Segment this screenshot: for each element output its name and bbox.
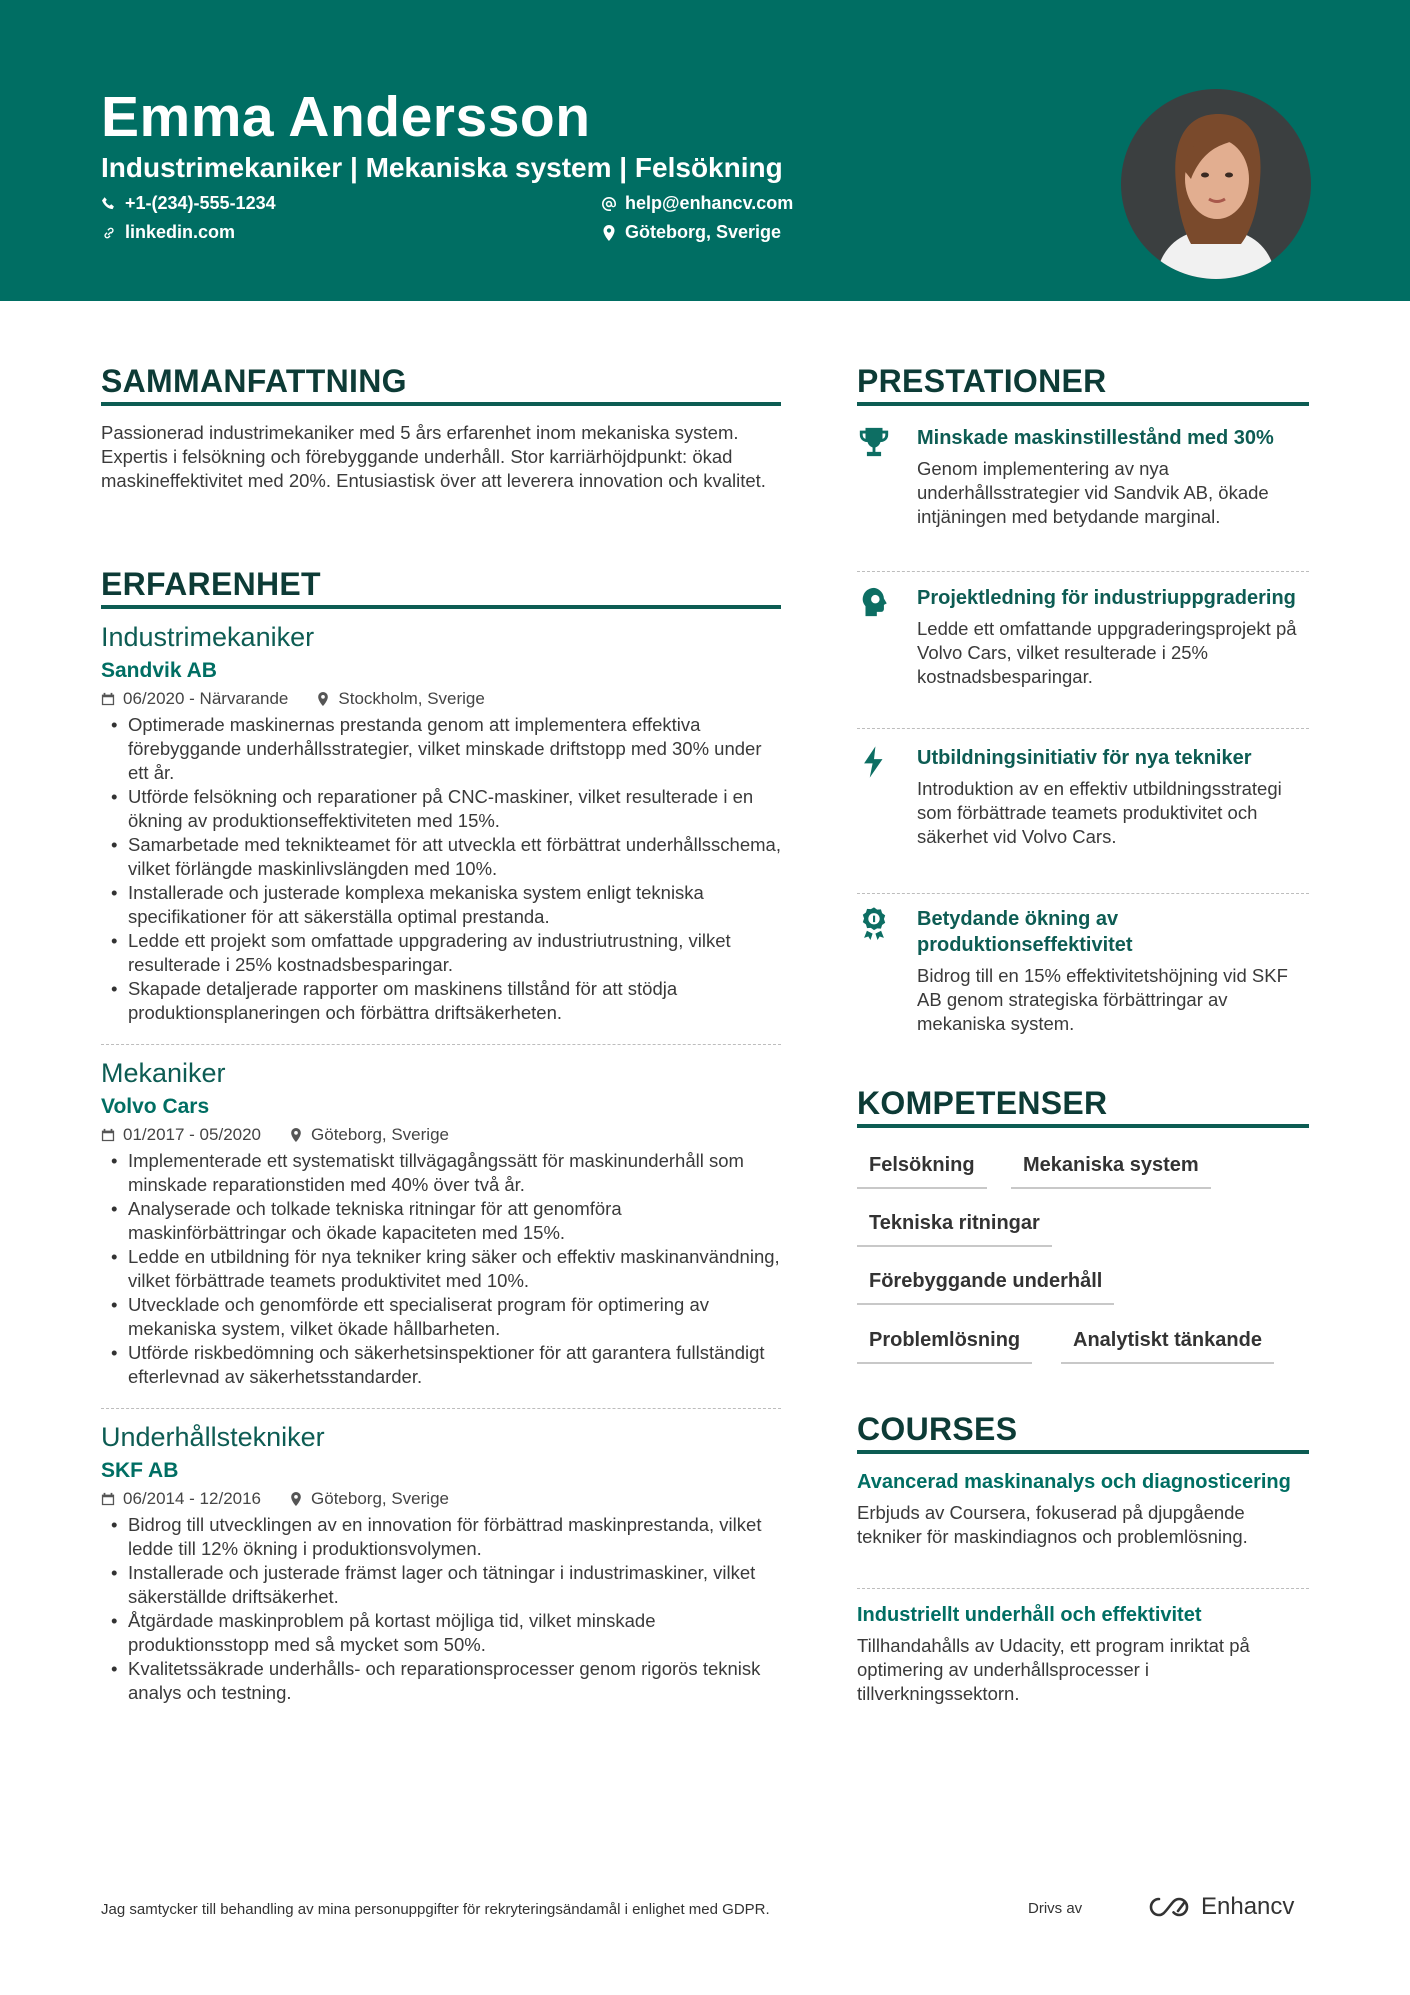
- calendar-icon: [101, 692, 115, 706]
- experience-rule: [101, 605, 781, 609]
- job-bullets: [101, 713, 781, 1025]
- job-bullet: • Bidrog till utvecklingen av en innovation för förbättrad maskinprestanda, vilket ledde till 12% ökning i produktionsvolymen.: [101, 1513, 781, 1561]
- summary-heading: SAMMANFATTNING: [101, 363, 407, 399]
- job-bullet: • Ledde ett projekt som omfattade uppgradering av industriutrustning, vilket resulterade i 25% kostnadsbesparingar.: [101, 929, 781, 977]
- job-divider: [101, 1408, 781, 1409]
- job-bullet: • Utförde riskbedömning och säkerhetsinspektioner för att garantera fullständigt efterlevnad av säkerhetsstandarder.: [101, 1341, 781, 1389]
- skill-tag: Problemlösning: [857, 1329, 1032, 1364]
- achievement-title: Betydande ökning av produktionseffektivitet: [917, 908, 1133, 956]
- job-bullet: • Samarbetade med teknikteamet för att utveckla ett förbättrat underhållsschema, vilket förlängde maskinlivslängden med 10%.: [101, 833, 781, 881]
- skill-tag: Mekaniska system: [1011, 1154, 1211, 1189]
- achievements-rule: [857, 402, 1309, 406]
- job-bullet: • Kvalitetssäkrade underhålls- och reparationsprocesser genom rigorös teknisk analys och testning.: [101, 1657, 781, 1705]
- enhancv-logo[interactable]: [1147, 1893, 1294, 1921]
- course-title: Industriellt underhåll och effektivitet: [857, 1604, 1202, 1626]
- job-bullet: • Utvecklade och genomförde ett specialiserat program för optimering av mekaniska system, vilket ökade hållbarheten.: [101, 1293, 781, 1341]
- achievement-item: [857, 585, 1309, 689]
- job-meta: [101, 1125, 781, 1145]
- enhancv-logo-icon: [1147, 1895, 1193, 1919]
- calendar-icon: [101, 1492, 115, 1506]
- achievement-desc: Introduktion av en effektiv utbildningsstrategi som förbättrade teamets produktivitet och säkerhet vid Volvo Cars.: [917, 778, 1282, 847]
- job-company: Sandvik AB: [101, 659, 217, 682]
- candidate-name: Emma Andersson: [101, 85, 591, 149]
- course-item: [857, 1469, 1309, 1549]
- achievement-desc: Ledde ett omfattande uppgraderingsprojekt på Volvo Cars, vilket resulterade i 25% kostnadsbesparingar.: [917, 618, 1297, 687]
- achievement-title: Utbildningsinitiativ för nya tekniker: [917, 747, 1252, 769]
- job-bullet: • Ledde en utbildning för nya tekniker kring säker och effektiv maskinanvändning, vilket förbättrade teamets produktivitet med 10%.: [101, 1245, 781, 1293]
- lightning-icon: [857, 745, 891, 779]
- skill-tag: Felsökning: [857, 1154, 987, 1189]
- job-dates: 01/2017 - 05/2020: [123, 1125, 262, 1144]
- achievement-divider: [857, 571, 1309, 572]
- courses-rule: [857, 1450, 1309, 1454]
- gdpr-consent: Jag samtycker till behandling av mina personuppgifter för rekryteringsändamål i enlighet med GDPR.: [101, 1901, 770, 1918]
- achievement-divider: [857, 893, 1309, 894]
- job-divider: [101, 1044, 781, 1045]
- resume-header: [0, 0, 1410, 301]
- job-company: SKF AB: [101, 1459, 179, 1482]
- skill-tag: Analytiskt tänkande: [1061, 1329, 1274, 1364]
- skills-rule: [857, 1124, 1309, 1128]
- job-entry: [101, 1422, 781, 1705]
- location-pin-icon: [601, 225, 617, 241]
- job-role: Underhållstekniker: [101, 1422, 325, 1452]
- job-location: Göteborg, Sverige: [311, 1489, 449, 1508]
- link-icon: [101, 225, 117, 241]
- enhancv-logo-text: Enhancv: [1201, 1893, 1295, 1920]
- job-meta: [101, 689, 781, 709]
- job-bullet: • Installerade och justerade komplexa mekaniska system enligt tekniska specifikationer för att säkerställa optimal prestanda.: [101, 881, 781, 929]
- achievements-heading: PRESTATIONER: [857, 363, 1107, 399]
- phone-text: +1-(234)-555-1234: [125, 193, 276, 213]
- job-company: Volvo Cars: [101, 1095, 210, 1118]
- powered-by-label: Drivs av: [1028, 1900, 1083, 1917]
- job-location: Stockholm, Sverige: [338, 689, 485, 708]
- achievement-item: [857, 425, 1309, 529]
- contact-linkedin[interactable]: [101, 222, 235, 243]
- course-desc: Erbjuds av Coursera, fokuserad på djupgående tekniker för maskindiagnos och problemlösning.: [857, 1502, 1248, 1547]
- phone-icon: [101, 196, 117, 212]
- achievement-title: Minskade maskinstillestånd med 30%: [917, 427, 1274, 449]
- courses-heading: COURSES: [857, 1411, 1018, 1447]
- job-meta: [101, 1489, 781, 1509]
- experience-heading: ERFARENHET: [101, 566, 321, 602]
- skill-tag: Förebyggande underhåll: [857, 1270, 1114, 1305]
- email-text[interactable]: help@enhancv.com: [625, 193, 794, 213]
- course-item: [857, 1602, 1309, 1706]
- contact-location: [601, 222, 781, 243]
- job-bullets: [101, 1149, 781, 1389]
- trophy-icon: [857, 425, 891, 459]
- job-dates: 06/2020 - Närvarande: [123, 689, 289, 708]
- job-bullet: • Implementerade ett systematiskt tillvägagångssätt för maskinunderhåll som minskade reparationstiden med 40% över två år.: [101, 1149, 781, 1197]
- calendar-icon: [101, 1128, 115, 1142]
- job-role: Mekaniker: [101, 1058, 226, 1088]
- job-bullet: • Installerade och justerade främst lager och tätningar i industrimaskiner, vilket säkerställde driftsäkerhet.: [101, 1561, 781, 1609]
- profile-photo: [1121, 89, 1311, 279]
- job-role: Industrimekaniker: [101, 622, 315, 652]
- candidate-title: Industrimekaniker | Mekaniska system | Felsökning: [101, 152, 783, 183]
- contact-phone: [101, 193, 276, 214]
- summary-rule: [101, 402, 781, 406]
- job-bullet: • Utförde felsökning och reparationer på CNC-maskiner, vilket resulterade i en ökning av produktionseffektiviteten med 15%.: [101, 785, 781, 833]
- contact-email[interactable]: [601, 193, 793, 214]
- summary-text: Passionerad industrimekaniker med 5 års erfarenhet inom mekaniska system. Expertis i felsökning och förebyggande underhåll. Stor karriärhöjdpunkt: ökad maskineffektivitet med 20%. Entusiastisk över att leverera innovation och kvalitet.: [101, 422, 766, 491]
- linkedin-text[interactable]: linkedin.com: [125, 222, 236, 242]
- award-icon: [857, 906, 891, 940]
- job-entry: [101, 1058, 781, 1389]
- location-text: Göteborg, Sverige: [625, 222, 782, 242]
- achievement-item: [857, 745, 1309, 849]
- job-entry: [101, 622, 781, 1025]
- at-icon: [601, 196, 617, 212]
- achievement-desc: Bidrog till en 15% effektivitetshöjning vid SKF AB genom strategiska förbättringar av mekaniska system.: [917, 965, 1288, 1034]
- location-pin-icon: [289, 1128, 303, 1142]
- job-bullet: • Åtgärdade maskinproblem på kortast möjliga tid, vilket minskade produktionsstopp med så mycket som 50%.: [101, 1609, 781, 1657]
- course-title: Avancerad maskinanalys och diagnosticering: [857, 1471, 1291, 1493]
- achievement-desc: Genom implementering av nya underhållsstrategier vid Sandvik AB, ökade intjäningen med betydande marginal.: [917, 458, 1269, 527]
- job-dates: 06/2014 - 12/2016: [123, 1489, 262, 1508]
- skill-tag: Tekniska ritningar: [857, 1212, 1052, 1247]
- achievement-item: [857, 906, 1309, 1036]
- location-pin-icon: [289, 1492, 303, 1506]
- job-bullet: • Analyserade och tolkade tekniska ritningar för att genomföra maskinförbättringar och ökade kapaciteten med 15%.: [101, 1197, 781, 1245]
- job-bullets: [101, 1513, 781, 1705]
- location-pin-icon: [316, 692, 330, 706]
- job-bullet: • Skapade detaljerade rapporter om maskinens tillstånd för att stödja produktionsplaneringen och förbättra driftsäkerheten.: [101, 977, 781, 1025]
- job-bullet: • Optimerade maskinernas prestanda genom att implementera effektiva förebyggande underhållsstrategier, vilket minskade driftstopp med 30% under ett år.: [101, 713, 781, 785]
- job-location: Göteborg, Sverige: [311, 1125, 449, 1144]
- course-divider: [857, 1588, 1309, 1589]
- achievement-divider: [857, 728, 1309, 729]
- achievement-title: Projektledning för industriuppgradering: [917, 587, 1296, 609]
- head-icon: [857, 585, 891, 619]
- skills-heading: KOMPETENSER: [857, 1085, 1108, 1121]
- course-desc: Tillhandahålls av Udacity, ett program inriktat på optimering av underhållsprocesser i tillverkningssektorn.: [857, 1635, 1250, 1704]
